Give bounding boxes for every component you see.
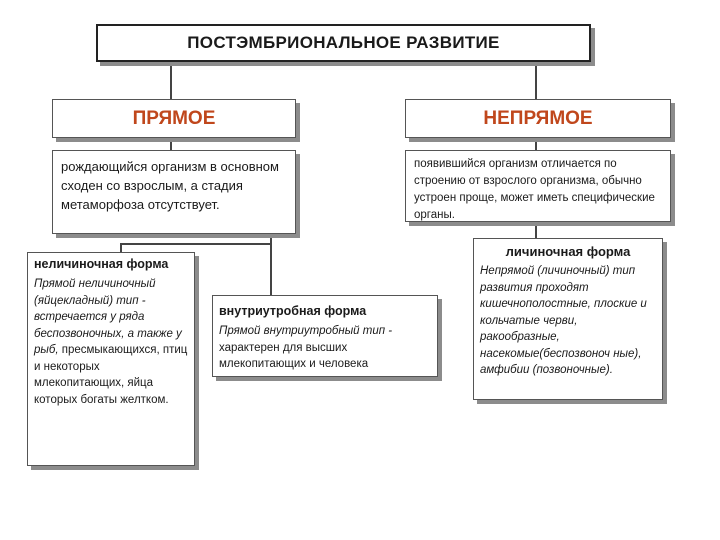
connector-title-to-direct bbox=[170, 62, 172, 100]
indirect-header-label: НЕПРЯМОЕ bbox=[483, 107, 593, 129]
intrauterine-heading: внутриутробная форма bbox=[219, 304, 367, 318]
connector-indirect-to-desc bbox=[535, 138, 537, 150]
diagram-title-box bbox=[96, 24, 591, 62]
larval-text: Непрямой (личиночный) тип развития проходят кишечнополостные, плоские и кольчатые черви, ракообразные, насекомые(беспозвоноч ные), амфибии (позвоночные). bbox=[480, 265, 647, 376]
connector-to-intrauterine bbox=[270, 243, 272, 295]
non-larval-box bbox=[27, 252, 195, 466]
connector-direct-to-desc bbox=[170, 138, 172, 150]
non-larval-text-italic: Прямой неличиночный (яйцекладный) тип - встречается у ряда беспозвоночных, а также у рыб, bbox=[34, 278, 182, 356]
connector-horizontal-bar bbox=[120, 243, 272, 245]
connector-to-non-larval bbox=[120, 243, 122, 252]
indirect-description-box bbox=[405, 150, 671, 222]
indirect-header-box bbox=[405, 99, 671, 138]
direct-description-box bbox=[52, 150, 296, 234]
non-larval-text-plain: пресмыкающихся, птиц и некоторых млекопитающих, яйца которых богаты желтком. bbox=[34, 344, 188, 406]
intrauterine-text-italic: Прямой внутриутробный тип - bbox=[219, 325, 393, 337]
connector-title-to-indirect bbox=[535, 62, 537, 100]
connector-indirect-to-larval bbox=[535, 222, 537, 238]
intrauterine-box bbox=[212, 295, 438, 377]
larval-heading: личиночная форма bbox=[505, 244, 631, 259]
direct-header-label: ПРЯМОЕ bbox=[132, 107, 216, 129]
intrauterine-text bbox=[219, 323, 431, 373]
diagram-title: ПОСТЭМБРИОНАЛЬНОЕ РАЗВИТИЕ bbox=[187, 33, 500, 52]
direct-description: рождающийся организм в основном сходен со взрослым, а стадия метаморфоза отсутствует. bbox=[61, 159, 279, 212]
non-larval-heading: неличиночная форма bbox=[34, 257, 169, 271]
larval-box bbox=[473, 238, 663, 400]
indirect-description: появившийся организм отличается по строению от взрослого организма, обычно устроен проще, может иметь специфические органы. bbox=[414, 158, 655, 221]
direct-header-box bbox=[52, 99, 296, 138]
intrauterine-text-plain: характерен для высших млекопитающих и человека bbox=[219, 341, 369, 370]
non-larval-text bbox=[34, 276, 188, 408]
